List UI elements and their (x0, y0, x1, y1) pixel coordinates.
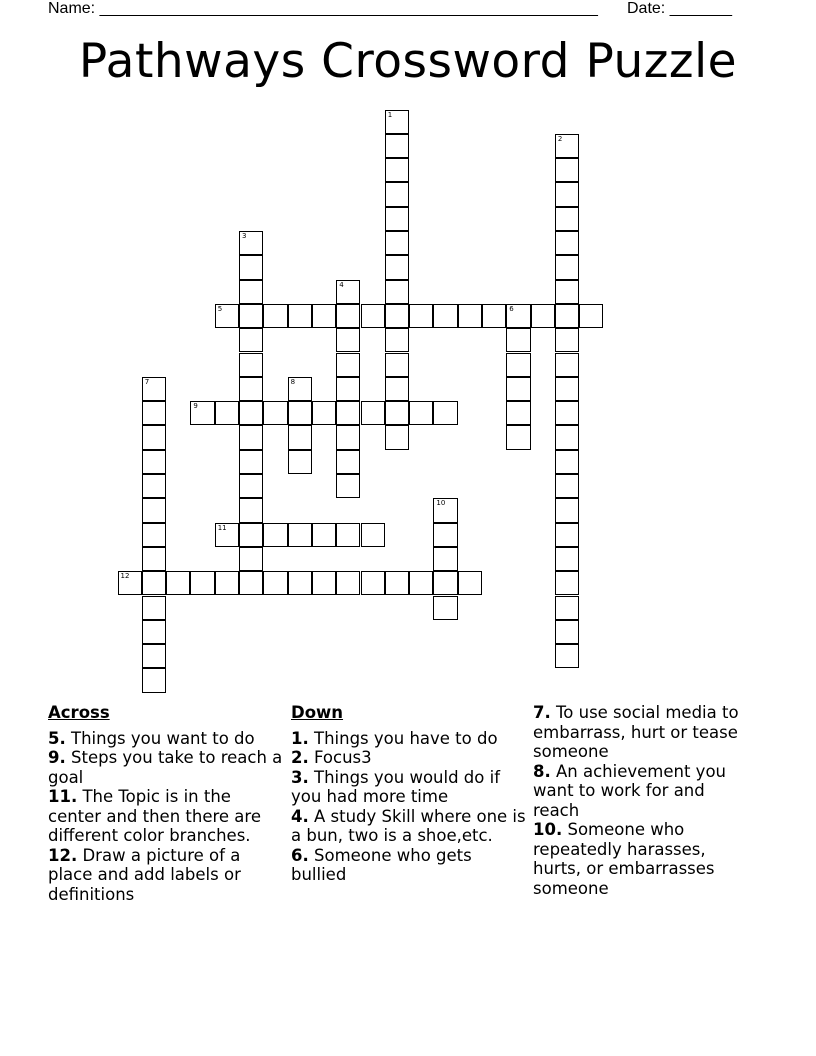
crossword-cell[interactable] (239, 231, 263, 255)
page-title: Pathways Crossword Puzzle (78, 34, 738, 89)
crossword-cell[interactable] (215, 304, 239, 328)
date-field-label: Date: _______ (627, 0, 732, 17)
crossword-cell[interactable] (215, 401, 239, 425)
crossword-cell[interactable] (555, 547, 579, 571)
crossword-cell[interactable] (506, 425, 530, 449)
crossword-cell[interactable] (506, 328, 530, 352)
clue-item (533, 703, 753, 762)
clue-number: 2 (557, 134, 563, 143)
crossword-cell[interactable] (288, 425, 312, 449)
crossword-cell[interactable] (385, 571, 409, 595)
clue-item-text: Focus3 (308, 748, 372, 767)
clue-number: 9 (193, 402, 198, 411)
clue-item-number: 7. (533, 703, 551, 722)
crossword-cell[interactable] (555, 207, 579, 231)
clue-item-text: An achievement you want to work for and reach (533, 761, 726, 820)
crossword-cell[interactable] (555, 182, 579, 206)
crossword-cell[interactable] (555, 523, 579, 547)
crossword-cell[interactable] (190, 571, 214, 595)
crossword-cell[interactable] (142, 498, 166, 522)
crossword-cell[interactable] (555, 255, 579, 279)
clue-number: 8 (290, 377, 296, 386)
clue-number: 5 (217, 304, 223, 313)
crossword-cell[interactable] (555, 498, 579, 522)
crossword-cell[interactable] (239, 280, 263, 304)
down-clue-list (291, 729, 526, 885)
crossword-cell[interactable] (385, 158, 409, 182)
crossword-cell[interactable] (385, 110, 409, 134)
crossword-cell[interactable] (361, 523, 385, 547)
crossword-cell[interactable] (385, 280, 409, 304)
crossword-cell[interactable] (555, 620, 579, 644)
crossword-cell[interactable] (239, 425, 263, 449)
crossword-cell[interactable] (555, 280, 579, 304)
clue-item-text: Someone who gets bullied (291, 845, 472, 884)
clue-item (533, 762, 753, 821)
clue-item (291, 729, 526, 749)
crossword-cell[interactable] (385, 231, 409, 255)
crossword-cell[interactable] (361, 304, 385, 328)
crossword-cell[interactable] (555, 304, 579, 328)
clue-number: 6 (509, 304, 514, 313)
crossword-cell[interactable] (385, 134, 409, 158)
crossword-cell[interactable] (433, 523, 457, 547)
crossword-cell[interactable] (336, 401, 360, 425)
crossword-cell[interactable] (312, 571, 336, 595)
crossword-cell[interactable] (433, 304, 457, 328)
clue-item-number: 6. (291, 845, 309, 865)
clue-item-text: Someone who repeatedly harasses, hurts, or embarrasses someone (533, 820, 715, 898)
crossword-cell[interactable] (142, 547, 166, 571)
clue-item (291, 807, 526, 846)
crossword-cell[interactable] (239, 401, 263, 425)
clue-item-number: 11. (48, 787, 78, 806)
clue-number: 3 (242, 232, 247, 240)
crossword-cell[interactable] (142, 596, 166, 620)
crossword-cell[interactable] (433, 498, 457, 522)
crossword-cell[interactable] (555, 158, 579, 182)
crossword-cell[interactable] (288, 377, 312, 401)
crossword-cell[interactable] (433, 401, 457, 425)
crossword-cell[interactable] (385, 401, 409, 425)
clue-item (291, 748, 526, 768)
crossword-cell[interactable] (336, 304, 360, 328)
crossword-cell[interactable] (239, 255, 263, 279)
crossword-cell[interactable] (142, 425, 166, 449)
crossword-cell[interactable] (336, 353, 360, 377)
crossword-cell[interactable] (555, 377, 579, 401)
crossword-cell[interactable] (336, 523, 360, 547)
crossword-cell[interactable] (555, 450, 579, 474)
name-field-label: Name: ________________________________________________________ (48, 0, 598, 17)
clue-item (48, 787, 283, 846)
crossword-cell[interactable] (239, 523, 263, 547)
crossword-cell[interactable] (239, 304, 263, 328)
clue-item-text: The Topic is in the center and then there are different color branches. (48, 787, 261, 845)
crossword-cell[interactable] (263, 523, 287, 547)
crossword-cell[interactable] (361, 401, 385, 425)
crossword-cell[interactable] (385, 304, 409, 328)
crossword-cell[interactable] (409, 304, 433, 328)
crossword-cell[interactable] (385, 377, 409, 401)
clue-number: 10 (436, 499, 446, 508)
crossword-cell[interactable] (142, 401, 166, 425)
crossword-cell[interactable] (506, 377, 530, 401)
crossword-cell[interactable] (288, 450, 312, 474)
crossword-cell[interactable] (385, 182, 409, 206)
clue-item-text: Things you would do if you had more time (291, 767, 501, 806)
crossword-cell[interactable] (166, 571, 190, 595)
crossword-cell[interactable] (385, 255, 409, 279)
crossword-cell[interactable] (336, 474, 360, 498)
clue-item-number: 12. (48, 845, 78, 865)
crossword-cell[interactable] (555, 644, 579, 668)
clue-item-number: 2. (291, 748, 309, 767)
crossword-cell[interactable] (385, 328, 409, 352)
crossword-cell[interactable] (142, 523, 166, 547)
crossword-cell[interactable] (239, 498, 263, 522)
clue-item (291, 846, 526, 885)
crossword-cell[interactable] (409, 571, 433, 595)
clue-item-text: Steps you take to reach a goal (48, 748, 283, 787)
crossword-cell[interactable] (555, 328, 579, 352)
crossword-cell[interactable] (142, 668, 166, 692)
crossword-cell[interactable] (336, 328, 360, 352)
crossword-cell[interactable] (555, 353, 579, 377)
clue-item-text: A study Skill where one is a bun, two is a shoe,etc. (291, 806, 526, 845)
across-clues-column (48, 703, 283, 904)
crossword-cell[interactable] (142, 377, 166, 401)
clue-number: 11 (217, 523, 227, 532)
crossword-cell[interactable] (336, 280, 360, 304)
clue-item-number: 8. (533, 761, 551, 781)
crossword-cell[interactable] (482, 304, 506, 328)
clue-item-text: Draw a picture of a place and add labels or definitions (48, 845, 241, 904)
crossword-cell[interactable] (239, 353, 263, 377)
crossword-cell[interactable] (433, 596, 457, 620)
across-heading: Across (48, 703, 110, 722)
crossword-cell[interactable] (239, 474, 263, 498)
crossword-cell[interactable] (458, 571, 482, 595)
crossword-cell[interactable] (288, 571, 312, 595)
crossword-cell[interactable] (555, 134, 579, 158)
clue-item (48, 729, 283, 749)
clue-item-number: 5. (48, 728, 66, 748)
crossword-cell[interactable] (142, 474, 166, 498)
clue-item (533, 820, 753, 898)
crossword-cell[interactable] (239, 547, 263, 571)
crossword-cell[interactable] (409, 401, 433, 425)
crossword-cell[interactable] (458, 304, 482, 328)
clue-item-text: Things you want to do (65, 728, 255, 748)
across-clue-list (48, 729, 283, 905)
crossword-cell[interactable] (190, 401, 214, 425)
clue-item (48, 748, 283, 787)
clue-item-text: To use social media to embarrass, hurt or tease someone (533, 703, 739, 761)
crossword-cell[interactable] (118, 571, 142, 595)
crossword-cell[interactable] (239, 450, 263, 474)
crossword-cell[interactable] (555, 596, 579, 620)
down-heading: Down (291, 703, 344, 722)
crossword-cell[interactable] (312, 401, 336, 425)
down-clues-continued-column (533, 703, 753, 898)
crossword-cell[interactable] (555, 231, 579, 255)
crossword-cell[interactable] (506, 401, 530, 425)
crossword-cell[interactable] (312, 523, 336, 547)
crossword-cell[interactable] (336, 377, 360, 401)
crossword-cell[interactable] (312, 304, 336, 328)
crossword-cell[interactable] (288, 523, 312, 547)
crossword-cell[interactable] (336, 425, 360, 449)
crossword-cell[interactable] (336, 450, 360, 474)
clue-item (48, 846, 283, 905)
clue-item-number: 9. (48, 748, 66, 767)
crossword-cell[interactable] (385, 353, 409, 377)
crossword-cell[interactable] (555, 401, 579, 425)
clue-item-number: 3. (291, 767, 309, 787)
crossword-cell[interactable] (142, 620, 166, 644)
crossword-cell[interactable] (579, 304, 603, 328)
crossword-cell[interactable] (263, 304, 287, 328)
crossword-cell[interactable] (555, 425, 579, 449)
crossword-cell[interactable] (215, 523, 239, 547)
crossword-cell[interactable] (263, 401, 287, 425)
crossword-cell[interactable] (555, 474, 579, 498)
crossword-cell[interactable] (433, 571, 457, 595)
crossword-cell[interactable] (215, 571, 239, 595)
clue-number: 12 (120, 572, 130, 581)
crossword-cell[interactable] (142, 571, 166, 595)
crossword-cell[interactable] (506, 304, 530, 328)
crossword-cell[interactable] (385, 207, 409, 231)
clue-number: 1 (387, 110, 393, 119)
crossword-cell[interactable] (142, 644, 166, 668)
crossword-cell[interactable] (239, 571, 263, 595)
crossword-cell[interactable] (263, 571, 287, 595)
crossword-cell[interactable] (433, 547, 457, 571)
crossword-cell[interactable] (336, 571, 360, 595)
crossword-cell[interactable] (531, 304, 555, 328)
clue-item-number: 1. (291, 728, 309, 748)
crossword-cell[interactable] (385, 425, 409, 449)
clue-item-number: 10. (533, 820, 563, 839)
clue-item-number: 4. (291, 806, 309, 826)
crossword-cell[interactable] (239, 328, 263, 352)
clue-number: 4 (339, 280, 344, 289)
crossword-cell[interactable] (239, 377, 263, 401)
crossword-cell[interactable] (555, 571, 579, 595)
crossword-cell[interactable] (361, 571, 385, 595)
crossword-cell[interactable] (288, 401, 312, 425)
down-clue-list-continued (533, 703, 753, 898)
crossword-cell[interactable] (142, 450, 166, 474)
clue-item-text: Things you have to do (308, 728, 498, 748)
crossword-cell[interactable] (288, 304, 312, 328)
crossword-cell[interactable] (506, 353, 530, 377)
clue-item (291, 768, 526, 807)
clue-number: 7 (144, 377, 150, 386)
down-clues-column (291, 703, 526, 885)
